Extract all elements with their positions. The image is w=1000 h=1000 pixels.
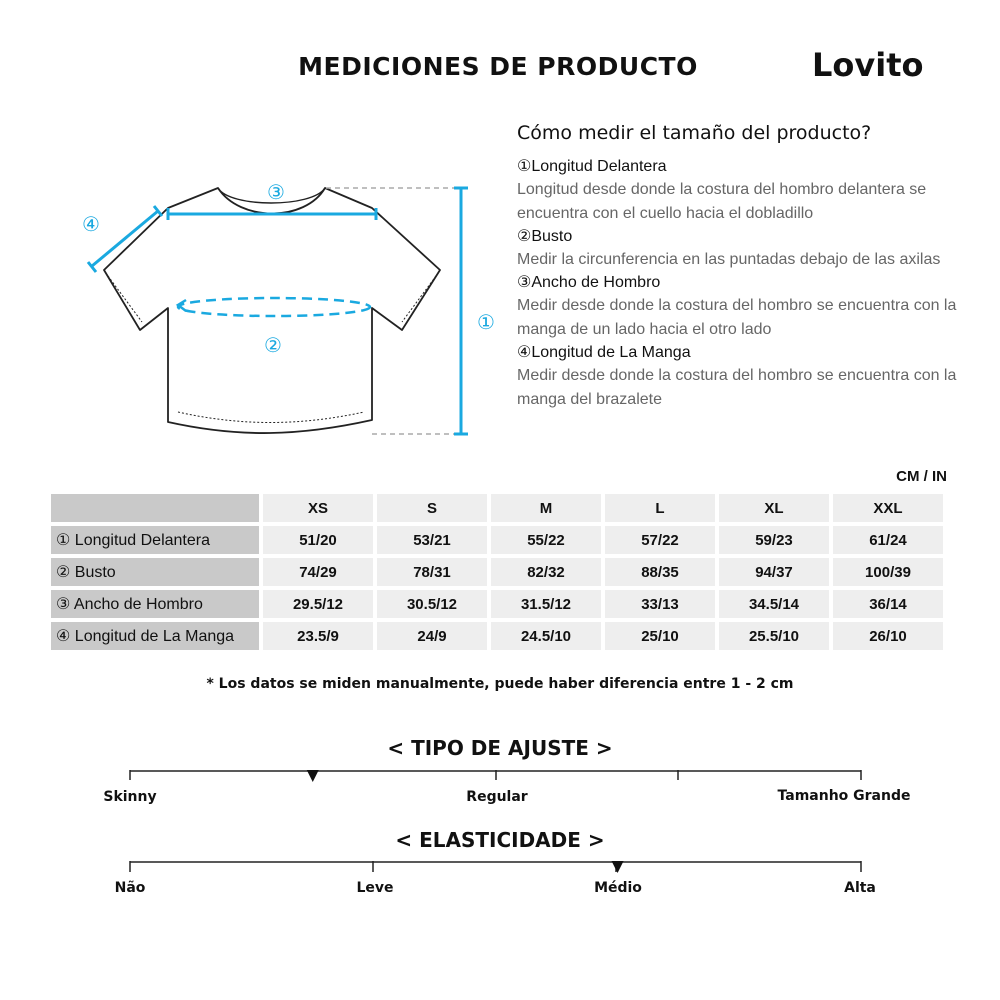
tshirt-diagram	[60, 170, 500, 450]
elasticity-scale	[0, 852, 1000, 882]
table-cell: 26/10	[833, 622, 943, 650]
unit-label: CM / IN	[896, 468, 947, 485]
elasticity-title: < ELASTICIDADE >	[395, 828, 605, 852]
measure-description: Longitud desde donde la costura del hombro delantera se encuentra con el cuello hacia el dobladillo	[517, 181, 927, 222]
size-header: S	[377, 494, 487, 522]
table-cell: 24/9	[377, 622, 487, 650]
measure-heading: ③Ancho de Hombro	[517, 274, 661, 291]
row-label: ③ Ancho de Hombro	[51, 590, 259, 618]
tshirt-outline	[104, 188, 440, 433]
table-cell: 23.5/9	[263, 622, 373, 650]
table-cell: 34.5/14	[719, 590, 829, 618]
size-header: L	[605, 494, 715, 522]
table-cell: 57/22	[605, 526, 715, 554]
table-cell: 24.5/10	[491, 622, 601, 650]
size-header: XL	[719, 494, 829, 522]
table-cell: 25.5/10	[719, 622, 829, 650]
measurement-lines	[88, 188, 468, 434]
table-header-row	[51, 494, 943, 522]
table-cell: 55/22	[491, 526, 601, 554]
elasticity-label-medium: Médio	[594, 880, 642, 896]
elasticity-label-high: Alta	[844, 880, 876, 896]
table-cell: 59/23	[719, 526, 829, 554]
fit-scale	[0, 760, 1000, 790]
measure-heading: ①Longitud Delantera	[517, 158, 667, 175]
table-row	[51, 526, 943, 554]
table-cell: 33/13	[605, 590, 715, 618]
marker-front-length: ①	[477, 310, 495, 334]
table-row	[51, 622, 943, 650]
table-cell: 61/24	[833, 526, 943, 554]
table-cell: 25/10	[605, 622, 715, 650]
measure-description: Medir desde donde la costura del hombro se encuentra con la manga del brazalete	[517, 367, 957, 408]
fit-indicator	[307, 770, 319, 782]
measure-heading: ②Busto	[517, 228, 573, 245]
elasticity-indicator	[612, 861, 624, 873]
measure-description: Medir la circunferencia en las puntadas debajo de las axilas	[517, 251, 941, 268]
table-cell: 53/21	[377, 526, 487, 554]
table-cell: 29.5/12	[263, 590, 373, 618]
marker-bust: ②	[264, 333, 282, 357]
page-title: MEDICIONES DE PRODUCTO	[298, 52, 698, 81]
brand-logo: Lovito	[812, 46, 924, 84]
table-row	[51, 558, 943, 586]
table-cell: 100/39	[833, 558, 943, 586]
fit-type-title: < TIPO DE AJUSTE >	[387, 736, 613, 760]
how-to-measure	[517, 122, 957, 412]
table-cell: 88/35	[605, 558, 715, 586]
fit-label-large: Tamanho Grande	[777, 788, 911, 804]
fit-label-skinny: Skinny	[103, 789, 157, 805]
size-header: XS	[263, 494, 373, 522]
table-cell: 51/20	[263, 526, 373, 554]
row-label: ④ Longitud de La Manga	[51, 622, 259, 650]
measurement-note: * Los datos se miden manualmente, puede haber diferencia entre 1 - 2 cm	[206, 676, 794, 692]
size-header: M	[491, 494, 601, 522]
elasticity-label-none: Não	[114, 880, 146, 896]
measure-heading: ④Longitud de La Manga	[517, 344, 691, 361]
table-cell: 94/37	[719, 558, 829, 586]
table-cell: 74/29	[263, 558, 373, 586]
measure-description: Medir desde donde la costura del hombro se encuentra con la manga de un lado hacia el otro lado	[517, 297, 957, 338]
size-table	[47, 490, 947, 654]
table-cell: 30.5/12	[377, 590, 487, 618]
marker-sleeve: ④	[82, 212, 100, 236]
table-row	[51, 590, 943, 618]
elasticity-label-light: Leve	[356, 880, 394, 896]
row-label: ① Longitud Delantera	[51, 526, 259, 554]
size-header: XXL	[833, 494, 943, 522]
how-to-title: Cómo medir el tamaño del producto?	[517, 122, 872, 144]
table-cell: 31.5/12	[491, 590, 601, 618]
row-label: ② Busto	[51, 558, 259, 586]
fit-label-regular: Regular	[466, 789, 528, 805]
marker-shoulder: ③	[267, 180, 285, 204]
table-corner	[51, 494, 259, 522]
table-cell: 78/31	[377, 558, 487, 586]
table-cell: 82/32	[491, 558, 601, 586]
table-cell: 36/14	[833, 590, 943, 618]
